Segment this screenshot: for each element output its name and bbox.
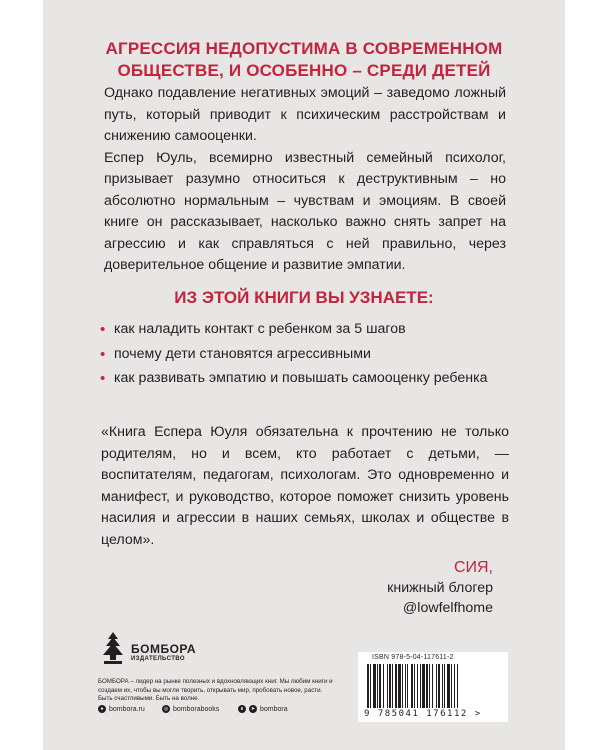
publisher-blurb: БОМБОРА – лидер на рынке полезных и вдохновляющих книг. Мы любим книги и создаем их, чтобы вы могли творить, открывать мир, пробовать новое, расти. Быть счастливыми. Быть на волне.: [98, 678, 333, 703]
bomb-logo-icon: [98, 630, 128, 666]
list-item-text: как наладить контакт с ребенком за 5 шагов: [114, 321, 406, 337]
learn-section-title: ИЗ ЭТОЙ КНИГИ ВЫ УЗНАЕТЕ:: [174, 288, 434, 307]
intro-paragraph-1: Однако подавление негативных эмоций – заведомо ложный путь, который приводит к психическим расстройствам и снижению самооценки.: [104, 85, 506, 144]
barcode-bar: [383, 664, 384, 708]
barcode-bar: [379, 664, 381, 708]
barcode-bar: [432, 664, 433, 708]
barcode-bar: [387, 664, 388, 708]
publisher-socials: [98, 705, 338, 717]
publisher-logo-name: БОМБОРА: [131, 642, 197, 656]
bullet-icon: •: [100, 345, 106, 363]
social-website[interactable]: [98, 705, 145, 713]
barcode-bar: [447, 664, 450, 708]
headline-line-2: ОБЩЕСТВЕ, И ОСОБЕННО – СРЕДИ ДЕТЕЙ: [117, 61, 491, 80]
quote-author-name: СИЯ,: [453, 559, 493, 576]
intro-text: [104, 83, 506, 277]
barcode-digits: 9 785041 176112 >: [364, 709, 482, 719]
barcode-bar: [405, 664, 406, 708]
headline-line-1: АГРЕССИЯ НЕДОПУСТИМА В СОВРЕМЕННОМ: [105, 39, 503, 58]
list-item: [100, 368, 500, 390]
barcode-bar: [373, 664, 376, 708]
social-vk-telegram[interactable]: [238, 705, 288, 713]
barcode-bar: [451, 664, 452, 708]
list-item: [100, 319, 500, 341]
isbn-label: ISBN 978-5-04-117611-2: [372, 654, 454, 661]
social-instagram-label: bomborabooks: [173, 705, 220, 713]
barcode-icon: [367, 664, 499, 708]
barcode-bar: [389, 664, 391, 708]
list-item: [100, 344, 500, 366]
telegram-icon: ➤: [250, 706, 256, 712]
quote-author-role: книжный блогер: [387, 580, 493, 596]
learn-list: [100, 319, 500, 393]
barcode-bar: [457, 664, 458, 708]
review-quote: «Книга Еспера Юуля обязательна к прочтению не только родителям, но и всем, кто работает с детьми, — воспитателям, педагогам, психологам. Это одновременно и манифест, и руководство, которое поможет снизить уровень насилия и агрессии в наших семьях, школах и обществе в целом».: [101, 424, 509, 548]
intro-paragraph-2: Еспер Юуль, всемирно известный семейный психолог, призывает разумно относиться к деструктивным – но абсолютно нормальным – чувствам и эмоциям. В своей книге он рассказывает, насколько важно снять запрет на агрессию и как справляться с ней правильно, через доверительное общение и развитие эмпатии.: [104, 149, 506, 273]
social-instagram[interactable]: [162, 705, 219, 713]
instagram-icon: ◎: [163, 706, 169, 712]
barcode-bar: [398, 664, 401, 708]
barcode-bar: [395, 664, 397, 708]
barcode-bar: [402, 664, 403, 708]
globe-icon: ●: [98, 705, 106, 713]
barcode-bar: [420, 664, 421, 708]
barcode-bar: [422, 664, 425, 708]
barcode-bar: [429, 664, 430, 708]
bullet-icon: •: [100, 370, 106, 387]
publisher-logo: [98, 630, 208, 670]
publisher-logo-subtitle: ИЗДАТЕЛЬСТВО: [131, 656, 185, 662]
barcode-bar: [392, 664, 393, 708]
barcode-bar: [417, 664, 418, 708]
vk-icon: в: [238, 705, 246, 713]
barcode-bar: [414, 664, 415, 708]
isbn-barcode-block: [358, 652, 508, 722]
barcode-bar: [411, 664, 413, 708]
barcode-bar: [454, 664, 455, 708]
barcode-bar: [436, 664, 437, 708]
barcode-bar: [367, 664, 369, 708]
barcode-bar: [407, 664, 408, 708]
headline: [43, 38, 565, 82]
list-item-text: как развивать эмпатию и повышать самооценку ребенка: [114, 370, 488, 386]
bullet-icon: •: [100, 321, 106, 338]
barcode-bar: [438, 664, 440, 708]
quote-author-handle: @lowfelfhome: [402, 600, 493, 616]
book-back-cover: [43, 0, 565, 750]
barcode-bar: [377, 664, 378, 708]
barcode-bar: [370, 664, 371, 708]
barcode-bar: [442, 664, 443, 708]
barcode-bar: [426, 664, 428, 708]
social-vk-telegram-label: bombora: [260, 705, 288, 713]
list-item-text: почему дети становятся агрессивными: [114, 345, 371, 362]
social-website-label: bombora.ru: [109, 705, 145, 713]
barcode-bar: [444, 664, 445, 708]
